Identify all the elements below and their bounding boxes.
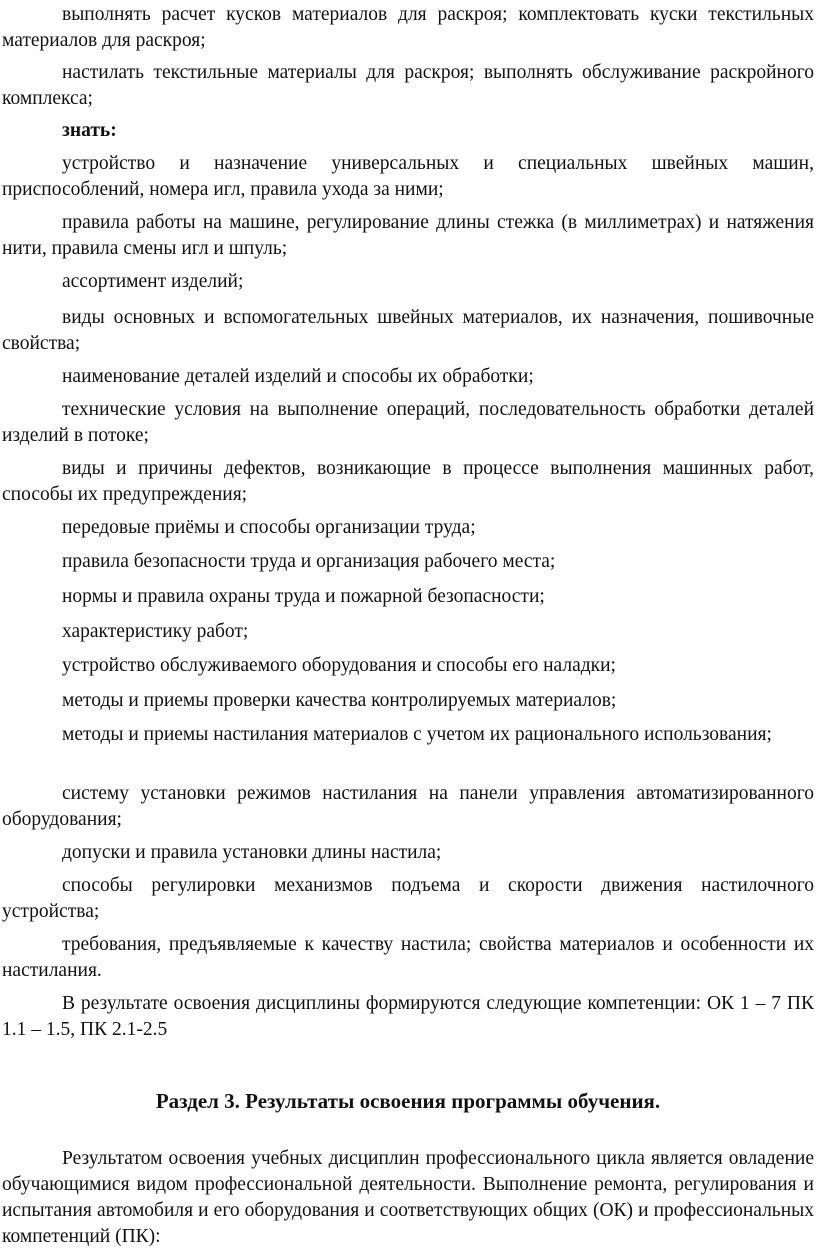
know-item: виды основных и вспомогательных швейных материалов, их назначения, пошивочные свойства;: [2, 307, 814, 354]
know-item: ассортимент изделий;: [62, 271, 244, 292]
know-label: знать:: [62, 120, 117, 141]
know-item: устройство и назначение универсальных и специальных швейных машин, приспособлений, номера игл, правила ухода за ними;: [2, 153, 814, 200]
know-item: правила безопасности труда и организация рабочего места;: [62, 551, 556, 572]
know-item: технические условия на выполнение операций, последовательность обработки деталей изделий в потоке;: [2, 399, 814, 446]
know-item: наименование деталей изделий и способы их обработки;: [62, 366, 534, 387]
know-item: систему установки режимов настилания на панели управления автоматизированного оборудования;: [2, 783, 814, 830]
know-item: способы регулировки механизмов подъема и скорости движения настилочного устройства;: [2, 875, 814, 922]
paragraph-item-1: выполнять расчет кусков материалов для раскроя; комплектовать куски текстильных материалов для раскроя;: [2, 4, 814, 51]
know-item: виды и причины дефектов, возникающие в процессе выполнения машинных работ, способы их предупреждения;: [2, 458, 814, 505]
know-item: передовые приёмы и способы организации труда;: [62, 517, 476, 538]
know-item: методы и приемы настилания материалов с учетом их рационального использования;: [62, 724, 772, 745]
know-item: правила работы на машине, регулирование длины стежка (в миллиметрах) и натяжения нити, правила смены игл и шпуль;: [2, 212, 814, 259]
know-item: нормы и правила охраны труда и пожарной безопасности;: [62, 586, 545, 607]
results-paragraph: Результатом освоения учебных дисциплин профессионального цикла является овладение обучающимися видом профессиональной деятельности. Выполнение ремонта, регулирования и испытания автомобиля и его оборудования и соответствующих общих (ОК) и профессиональных компетенций (ПК):: [2, 1148, 814, 1247]
know-item: устройство обслуживаемого оборудования и способы его наладки;: [62, 655, 616, 676]
section-title: Раздел 3. Результаты освоения программы обучения.: [155, 1089, 661, 1113]
competencies-paragraph: В результате освоения дисциплины формируются следующие компетенции: ОК 1 – 7 ПК 1.1 – 1.5, ПК 2.1-2.5: [2, 993, 814, 1040]
know-item: требования, предъявляемые к качеству настила; свойства материалов и особенности их настилания.: [2, 934, 814, 981]
know-item: характеристику работ;: [62, 621, 249, 642]
know-item: методы и приемы проверки качества контролируемых материалов;: [62, 690, 617, 711]
paragraph-item-2: настилать текстильные материалы для раскроя; выполнять обслуживание раскройного комплекса;: [2, 62, 814, 109]
know-item: допуски и правила установки длины настила;: [62, 842, 442, 863]
